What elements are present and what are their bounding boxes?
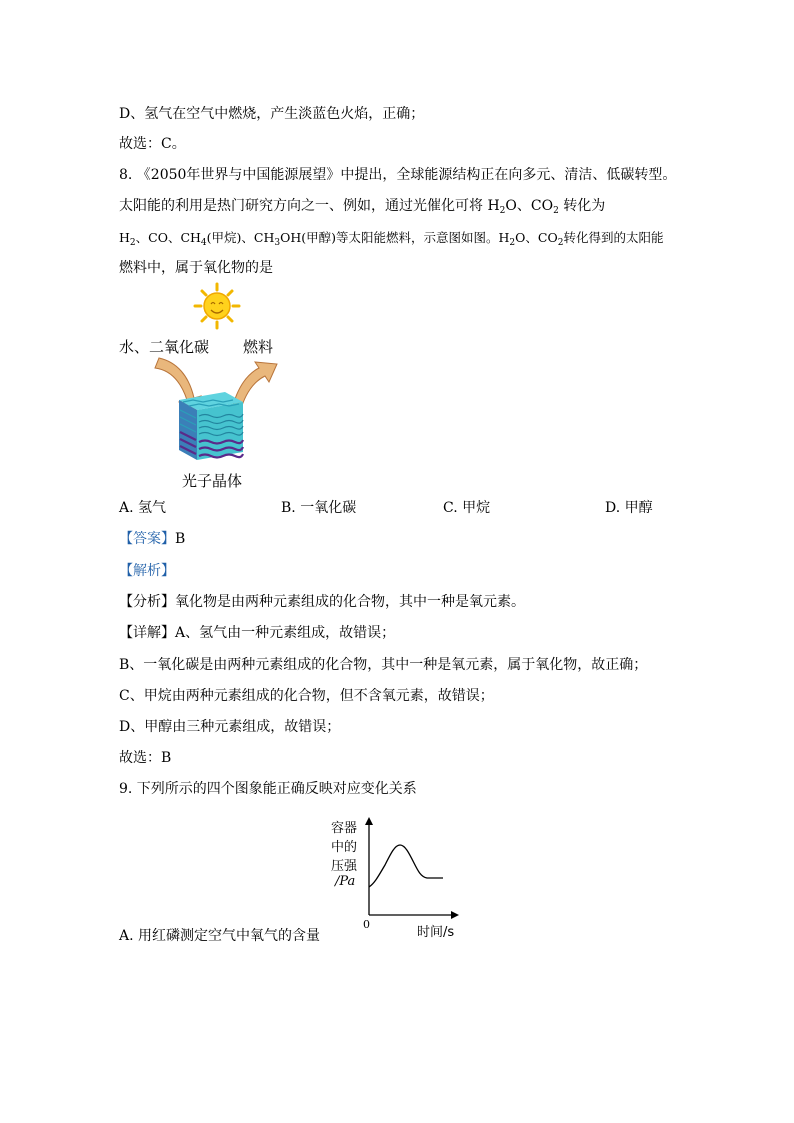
text-line: C、甲烷由两种元素组成的化合物，但不含氧元素，故错误； [119,688,494,704]
question-8-stem: 8. 《2050年世界与中国能源展望》中提出，全球能源结构正在向多元、清洁、低碳转型。 [119,167,677,183]
text-fragment: 太阳能的利用是热门研究方向之一、例如，通过光催化可将 H [119,198,500,214]
subscript: 2 [509,238,516,248]
fenxi-tag: 【分析】 [119,594,175,610]
subscript: 2 [129,238,136,248]
xiangjie-text: A、氢气由一种元素组成，故错误； [175,625,396,641]
answer-value: B [175,531,186,547]
text-fragment: H [119,230,130,245]
option-d: D. 甲醇 [605,500,653,516]
text-line: 故选：C。 [119,136,186,152]
answer-tag: 【答案】 [119,531,175,547]
analysis-heading [119,561,175,581]
origin-label: 0 [363,918,370,931]
crystal-label: 光子晶体 [182,472,243,490]
text-fragment: 转化为 [558,198,606,214]
text-line: D、氢气在空气中燃烧，产生淡蓝色火焰，正确； [119,106,425,122]
fenxi-text: 氧化物是由两种元素组成的化合物，其中一种是氧元素。 [175,594,525,610]
y-label-line: 中的 [331,840,358,855]
sun-icon [195,284,239,328]
y-label-unit: /Pa [335,874,356,889]
option-c: C. 甲烷 [443,500,491,516]
text-line: D、甲醇由三种元素组成，故错误； [119,719,341,735]
subscript: 2 [499,206,506,216]
text-line: B、一氧化碳是由两种元素组成的化合物，其中一种是氧元素，属于氧化物，故正确； [119,657,648,673]
text-fragment: 转化得到的太阳能 [563,230,664,245]
photonic-crystal-icon [179,392,243,460]
figure-drawing [119,282,299,492]
x-axis-arrow [451,911,459,919]
subscript: 2 [557,238,564,248]
text-line: 燃料中，属于氧化物的是 [119,260,273,276]
text-fragment: 、CO、CH [135,230,201,245]
pressure-curve [369,845,443,887]
input-label: 水、二氧化碳 [119,338,210,356]
answer-line [119,529,185,549]
question-9-option-a: A. 用红磷测定空气中氧气的含量 [119,928,321,944]
output-label: 燃料 [243,338,274,356]
y-label-line: 容器 [331,821,358,836]
subscript: 3 [274,238,281,248]
pressure-chart [325,815,465,940]
option-b: B. 一氧化碳 [281,500,357,516]
option-a: A. 氢气 [119,500,167,516]
question-8-line-3 [119,228,663,253]
text-fragment: O、CO [505,198,554,214]
analysis-tag: 【解析】 [119,563,175,579]
x-label: 时间/s [417,925,455,940]
subscript: 4 [200,238,207,248]
text-fragment: (甲烷)、CH [206,230,275,245]
text-line: 故选：B [119,750,172,766]
xiangjie-line [119,623,395,643]
question-8-line-2 [119,196,605,221]
fenxi-line [119,592,525,612]
text-fragment: OH(甲醇)等太阳能燃料，示意图如图。H [280,230,510,245]
subscript: 2 [553,206,559,216]
text-fragment: O、CO [515,230,558,245]
xiangjie-tag: 【详解】 [119,625,175,641]
question-9-stem: 9. 下列所示的四个图象能正确反映对应变化关系 [119,781,417,797]
y-axis-arrow [365,817,373,825]
photocatalysis-figure [119,282,299,492]
y-label-line: 压强 [331,859,358,874]
